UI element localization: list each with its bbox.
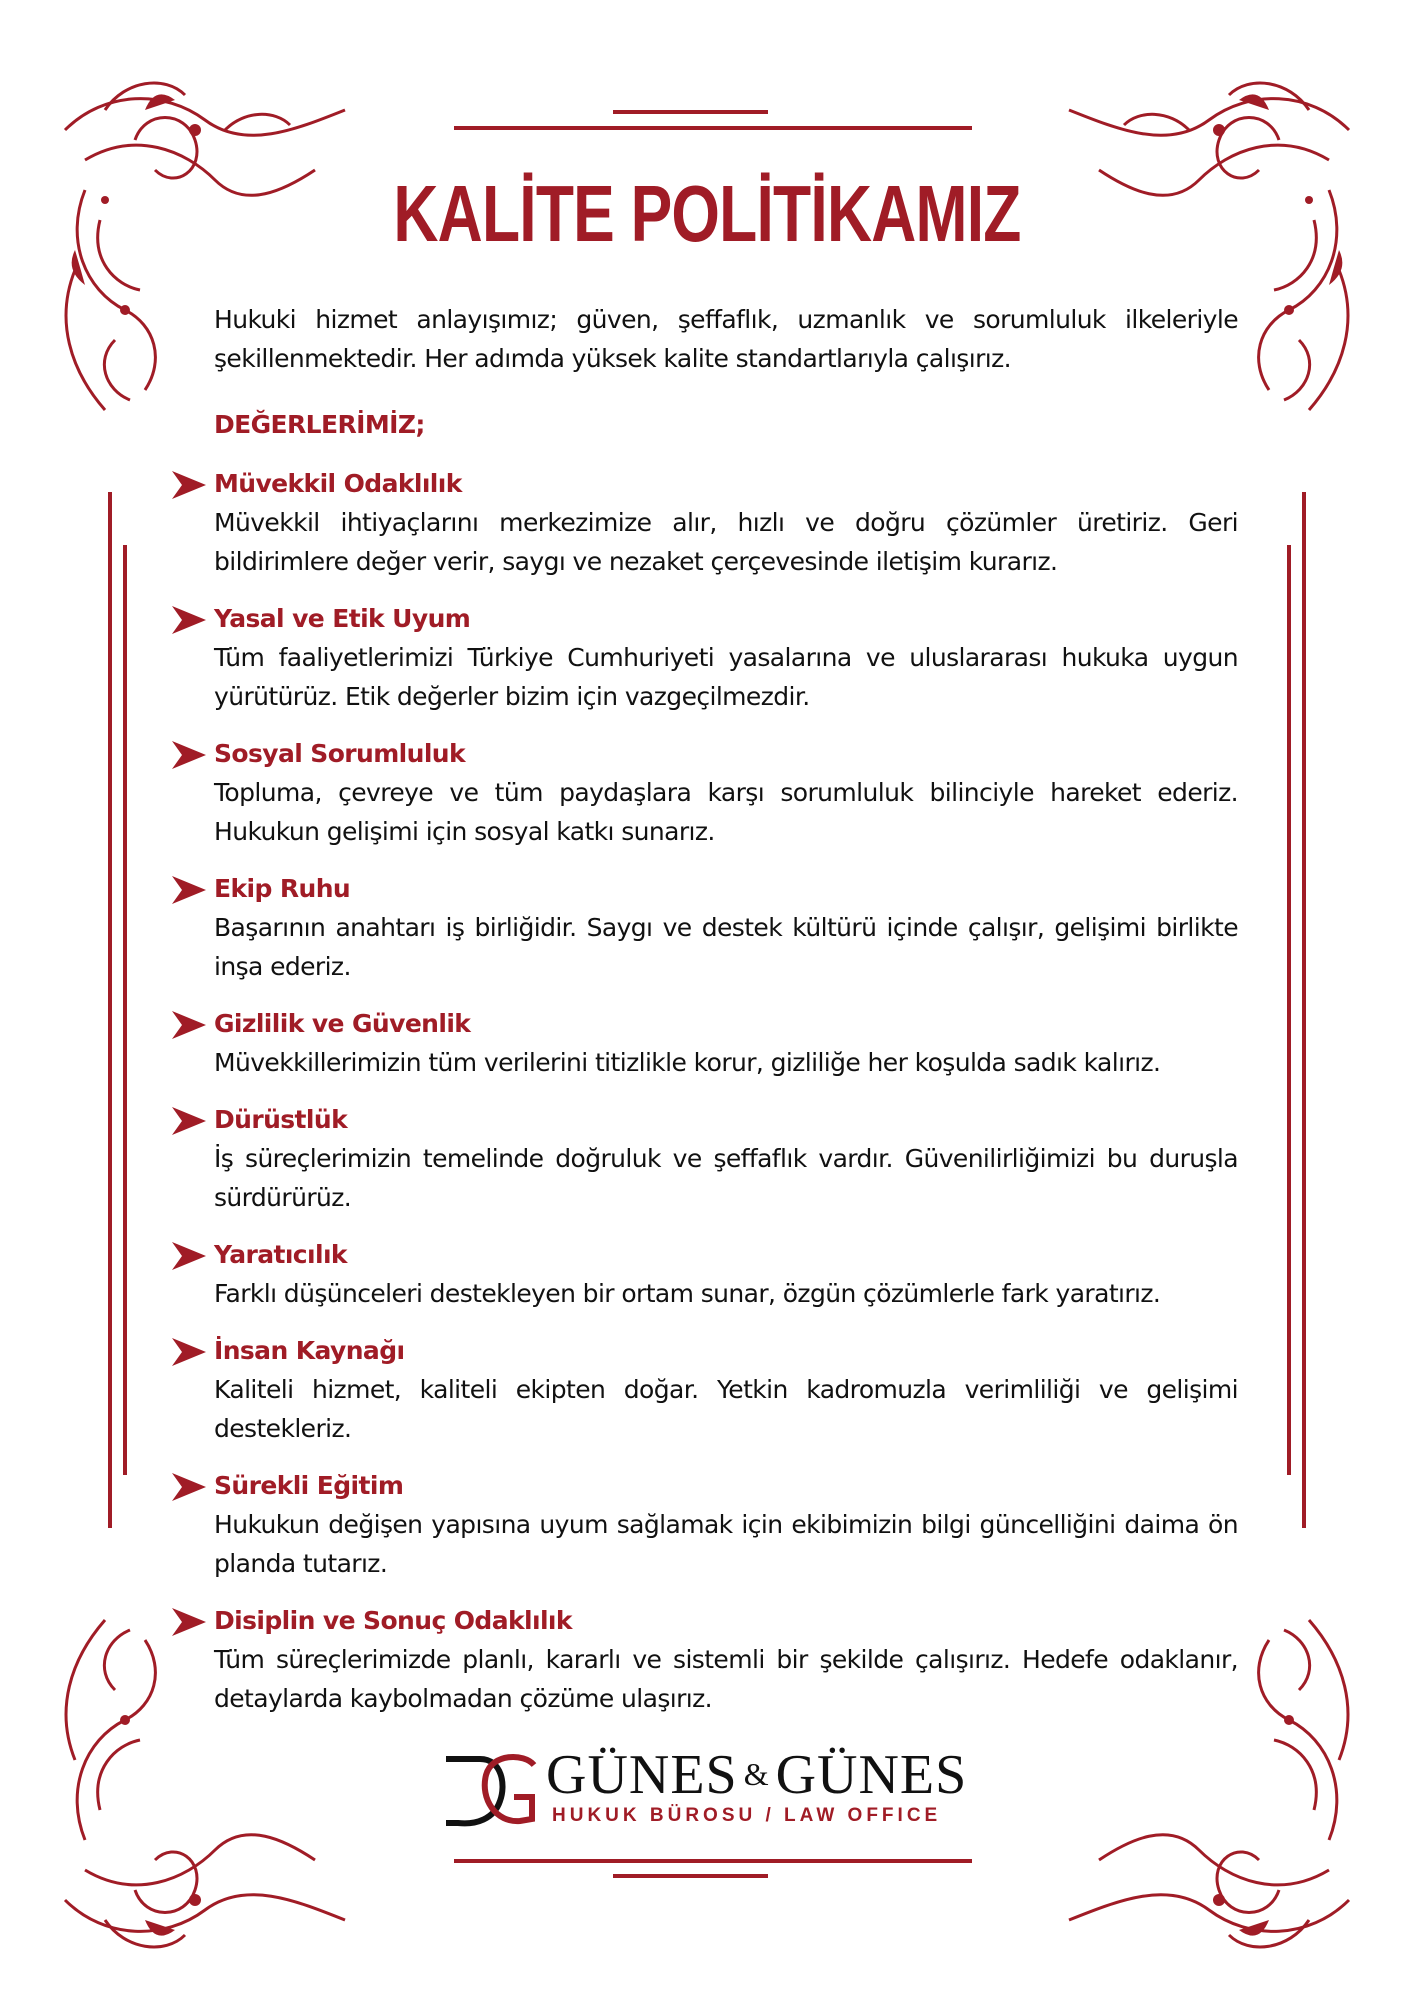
value-title: Gizlilik ve Güvenlik [214, 1009, 471, 1038]
chevron-right-icon [172, 606, 206, 634]
value-text: Tüm süreçlerimizde planlı, kararlı ve sistemli bir şekilde çalışırız. Hedefe odaklanır, detaylarda kaybolmadan çözüme ulaşırız. [214, 1645, 1238, 1713]
value-item [214, 734, 1238, 851]
value-text: Müvekkil ihtiyaçlarını merkezimize alır, hızlı ve doğru çözümler üretiriz. Geri bildirimlere değer verir, saygı ve nezaket çerçevesinde iletişim kurarız. [214, 508, 1238, 576]
logo-monogram-icon [440, 1745, 540, 1830]
firm-logo [440, 1745, 980, 1830]
value-text: Farklı düşünceleri destekleyen bir ortam sunar, özgün çözümlerle fark yaratırız. [214, 1279, 1161, 1308]
top-rule-short [613, 110, 768, 114]
value-title: Müvekkil Odaklılık [214, 469, 462, 498]
value-title: Dürüstlük [214, 1105, 348, 1134]
chevron-right-icon [172, 1473, 206, 1501]
chevron-right-icon [172, 1107, 206, 1135]
value-title: Sürekli Eğitim [214, 1471, 404, 1500]
logo-ampersand: & [743, 1756, 770, 1792]
chevron-right-icon [172, 1608, 206, 1636]
top-rule-long [454, 126, 972, 130]
right-rule-outer [1302, 492, 1306, 1528]
value-text: Başarının anahtarı iş birliğidir. Saygı ve destek kültürü içinde çalışır, gelişimi birlikte inşa ederiz. [214, 913, 1238, 981]
value-text: İş süreçlerimizin temelinde doğruluk ve şeffaflık vardır. Güvenilirliğimizi bu duruşla sürdürürüz. [214, 1144, 1238, 1212]
value-title: Yasal ve Etik Uyum [214, 604, 471, 633]
value-text: Müvekkillerimizin tüm verilerini titizlikle korur, gizliliğe her koşulda sadık kalırız. [214, 1048, 1161, 1077]
chevron-right-icon [172, 876, 206, 904]
chevron-right-icon [172, 471, 206, 499]
value-item [214, 464, 1238, 581]
value-item [214, 599, 1238, 716]
value-text: Topluma, çevreye ve tüm paydaşlara karşı sorumluluk bilinciyle hareket ederiz. Hukukun gelişimi için sosyal katkı sunarız. [214, 778, 1238, 846]
value-item [214, 1601, 1238, 1718]
chevron-right-icon [172, 1338, 206, 1366]
values-heading: DEĞERLERİMİZ; [214, 410, 425, 439]
value-text: Hukukun değişen yapısına uyum sağlamak için ekibimizin bilgi güncelliğini daima ön planda tutarız. [214, 1510, 1238, 1578]
bottom-rule-long [454, 1859, 972, 1863]
value-title: Yaratıcılık [214, 1240, 347, 1269]
values-list [214, 464, 1238, 1718]
value-title: Ekip Ruhu [214, 874, 351, 903]
chevron-right-icon [172, 1011, 206, 1039]
value-text: Kaliteli hizmet, kaliteli ekipten doğar. Yetkin kadromuzla verimliliği ve gelişimi destekleriz. [214, 1375, 1238, 1443]
logo-name-right: GÜNES [775, 1744, 968, 1806]
chevron-right-icon [172, 1242, 206, 1270]
intro-paragraph: Hukuki hizmet anlayışımız; güven, şeffaflık, uzmanlık ve sorumluluk ilkeleriyle şekillenmektedir. Her adımda yüksek kalite standartlarıyla çalışırız. [214, 305, 1238, 373]
value-title: İnsan Kaynağı [214, 1336, 405, 1365]
value-title: Disiplin ve Sonuç Odaklılık [214, 1606, 572, 1635]
logo-name-left: GÜNES [546, 1744, 738, 1806]
page-title: KALİTE POLİTİKAMIZ [393, 169, 1021, 258]
value-item [214, 869, 1238, 986]
chevron-right-icon [172, 741, 206, 769]
value-item [214, 1235, 1238, 1313]
value-item [214, 1466, 1238, 1583]
right-rule-inner [1287, 545, 1291, 1475]
value-item [214, 1331, 1238, 1448]
bottom-rule-short [613, 1874, 768, 1878]
value-item [214, 1100, 1238, 1217]
value-text: Tüm faaliyetlerimizi Türkiye Cumhuriyeti yasalarına ve uluslararası hukuka uygun yürütürüz. Etik değerler bizim için vazgeçilmezdir. [214, 643, 1238, 711]
policy-content [214, 300, 1238, 1718]
value-item [214, 1004, 1238, 1082]
left-rule-outer [108, 492, 112, 1528]
value-title: Sosyal Sorumluluk [214, 739, 466, 768]
logo-subtitle: HUKUK BÜROSU / LAW OFFICE [552, 1805, 942, 1826]
left-rule-inner [123, 545, 127, 1475]
logo-name [546, 1743, 967, 1807]
